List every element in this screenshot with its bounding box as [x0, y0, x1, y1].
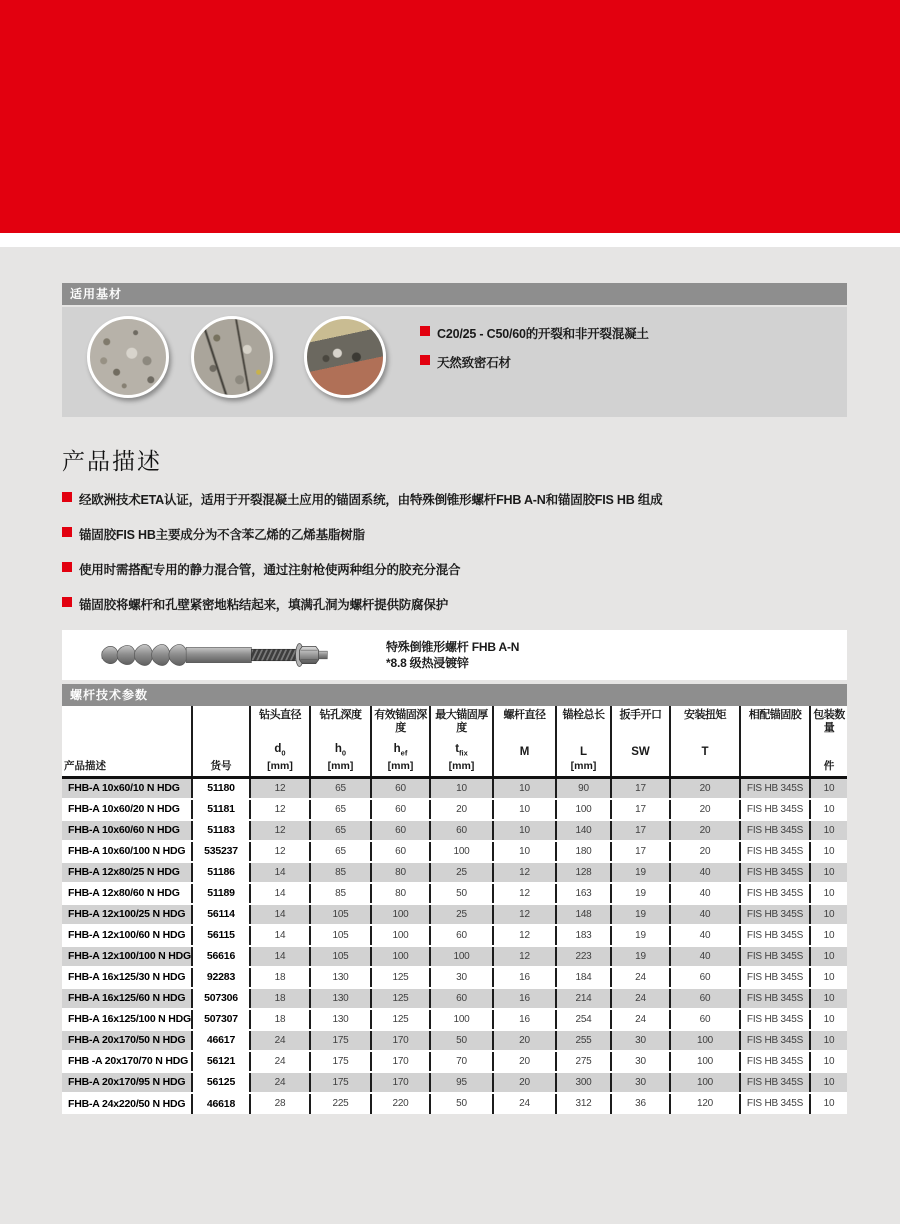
drill-diameter-cell: 14 — [250, 925, 310, 946]
table-header — [62, 706, 847, 778]
hole-depth-cell: 85 — [310, 862, 371, 883]
pack-qty-cell: 10 — [810, 904, 847, 925]
product-name-cell: FHB-A 16x125/60 N HDG — [62, 988, 192, 1009]
fixture-thickness-cell: 50 — [430, 1030, 493, 1051]
drill-diameter-cell: 18 — [250, 1009, 310, 1030]
table-row — [62, 1051, 847, 1072]
anchor-depth-cell: 100 — [371, 925, 430, 946]
total-length-cell: 148 — [556, 904, 611, 925]
product-name-cell: FHB-A 10x60/20 N HDG — [62, 799, 192, 820]
torque-cell: 20 — [670, 820, 740, 841]
item-code-cell: 51186 — [192, 862, 250, 883]
thread-size-cell: 12 — [493, 883, 556, 904]
column-header — [430, 706, 493, 778]
anchor-depth-cell: 125 — [371, 988, 430, 1009]
item-code-cell: 56115 — [192, 925, 250, 946]
drill-diameter-cell: 14 — [250, 883, 310, 904]
column-symbol: $d_0$ — [274, 742, 286, 757]
wrench-size-cell: 17 — [611, 778, 670, 799]
table-row — [62, 1009, 847, 1030]
material-photo-cracked-concrete — [191, 316, 273, 398]
table-row — [62, 820, 847, 841]
drill-diameter-cell: 18 — [250, 988, 310, 1009]
material-photo-concrete — [87, 316, 169, 398]
fixture-thickness-cell: 25 — [430, 904, 493, 925]
thread-size-cell: 16 — [493, 988, 556, 1009]
wrench-size-cell: 19 — [611, 862, 670, 883]
column-label: 钻头直径 — [259, 709, 301, 721]
drill-diameter-cell: 12 — [250, 778, 310, 799]
red-square-bullet-icon — [62, 492, 72, 502]
red-square-bullet-icon — [62, 527, 72, 537]
adhesive-cell: FIS HB 345S — [740, 883, 810, 904]
adhesive-cell: FIS HB 345S — [740, 778, 810, 799]
anchor-depth-cell: 60 — [371, 778, 430, 799]
thread-size-cell: 16 — [493, 1009, 556, 1030]
divider-band — [0, 233, 900, 247]
wrench-size-cell: 24 — [611, 1009, 670, 1030]
hole-depth-cell: 175 — [310, 1051, 371, 1072]
pack-qty-cell: 10 — [810, 1072, 847, 1093]
adhesive-cell: FIS HB 345S — [740, 1009, 810, 1030]
product-name-cell: FHB-A 12x100/100 N HDG — [62, 946, 192, 967]
table-row — [62, 883, 847, 904]
item-code-cell: 51181 — [192, 799, 250, 820]
material-photo-natural-stone — [304, 316, 386, 398]
figure-caption-line1: 特殊倒锥形螺杆 FHB A-N — [386, 640, 520, 654]
thread-size-cell: 16 — [493, 967, 556, 988]
torque-cell: 60 — [670, 967, 740, 988]
hole-depth-cell: 105 — [310, 946, 371, 967]
adhesive-cell: FIS HB 345S — [740, 1093, 810, 1114]
thread-size-cell: 12 — [493, 925, 556, 946]
item-code-cell: 56125 — [192, 1072, 250, 1093]
total-length-cell: 128 — [556, 862, 611, 883]
thread-size-cell: 20 — [493, 1030, 556, 1051]
pack-qty-cell: 10 — [810, 1030, 847, 1051]
bullet-text: 使用时需搭配专用的静力混合管，通过注射枪使两种组分的胶充分混合 — [79, 563, 461, 577]
thread-size-cell: 10 — [493, 820, 556, 841]
product-name-cell: FHB-A 12x100/60 N HDG — [62, 925, 192, 946]
table-row — [62, 1093, 847, 1114]
thread-size-cell: 12 — [493, 862, 556, 883]
column-header — [493, 706, 556, 778]
wrench-size-cell: 17 — [611, 841, 670, 862]
drill-diameter-cell: 24 — [250, 1072, 310, 1093]
item-code-cell: 46617 — [192, 1030, 250, 1051]
product-name-cell: FHB-A 12x80/25 N HDG — [62, 862, 192, 883]
column-unit: [mm] — [570, 760, 597, 772]
adhesive-cell: FIS HB 345S — [740, 820, 810, 841]
column-symbol: $h_{ef}$ — [393, 742, 408, 757]
wrench-size-cell: 19 — [611, 946, 670, 967]
adhesive-cell: FIS HB 345S — [740, 1072, 810, 1093]
thread-size-cell: 10 — [493, 778, 556, 799]
product-name-cell: FHB-A 20x170/50 N HDG — [62, 1030, 192, 1051]
item-code-cell: 507306 — [192, 988, 250, 1009]
pack-qty-cell: 10 — [810, 988, 847, 1009]
column-symbol: $h_0$ — [334, 742, 347, 757]
column-unit — [614, 759, 667, 773]
table-row — [62, 778, 847, 799]
column-label: 相配锚固胶 — [748, 709, 802, 721]
column-symbol: T — [701, 746, 709, 758]
parameters-section-bar: 螺杆技术参数 — [62, 684, 847, 706]
pack-qty-cell: 10 — [810, 925, 847, 946]
adhesive-cell: FIS HB 345S — [740, 967, 810, 988]
total-length-cell: 255 — [556, 1030, 611, 1051]
item-code-cell: 51180 — [192, 778, 250, 799]
pack-qty-cell: 10 — [810, 841, 847, 862]
product-name-cell: FHB-A 12x100/25 N HDG — [62, 904, 192, 925]
drill-diameter-cell: 14 — [250, 946, 310, 967]
table-body — [62, 778, 847, 1114]
column-label: 钻孔深度 — [319, 709, 362, 721]
column-label: 包装数量 — [813, 709, 845, 734]
total-length-cell: 100 — [556, 799, 611, 820]
hole-depth-cell: 105 — [310, 904, 371, 925]
red-square-bullet-icon — [62, 562, 72, 572]
fixture-thickness-cell: 100 — [430, 946, 493, 967]
hole-depth-cell: 105 — [310, 925, 371, 946]
anchor-depth-cell: 170 — [371, 1051, 430, 1072]
column-symbol: L — [579, 746, 588, 758]
hole-depth-cell: 65 — [310, 820, 371, 841]
list-item — [62, 595, 847, 613]
item-code-cell: 56121 — [192, 1051, 250, 1072]
drill-diameter-cell: 24 — [250, 1030, 310, 1051]
torque-cell: 40 — [670, 904, 740, 925]
column-label: 安装扭矩 — [684, 709, 726, 721]
wrench-size-cell: 24 — [611, 988, 670, 1009]
adhesive-cell: FIS HB 345S — [740, 1030, 810, 1051]
pack-qty-cell: 10 — [810, 1093, 847, 1114]
wrench-size-cell: 30 — [611, 1072, 670, 1093]
wrench-size-cell: 19 — [611, 883, 670, 904]
list-item — [420, 353, 649, 371]
product-name-cell: FHB-A 10x60/10 N HDG — [62, 778, 192, 799]
anchor-depth-cell: 125 — [371, 967, 430, 988]
description-bullet-list — [62, 490, 847, 613]
total-length-cell: 300 — [556, 1072, 611, 1093]
column-label: 锚栓总长 — [562, 709, 605, 721]
adhesive-cell: FIS HB 345S — [740, 1051, 810, 1072]
column-unit — [496, 759, 553, 773]
column-header — [556, 706, 611, 778]
wrench-size-cell: 24 — [611, 967, 670, 988]
torque-cell: 120 — [670, 1093, 740, 1114]
product-name-cell: FHB-A 24x220/50 N HDG — [62, 1093, 192, 1114]
anchor-depth-cell: 60 — [371, 841, 430, 862]
pack-qty-cell: 10 — [810, 778, 847, 799]
fixture-thickness-cell: 50 — [430, 883, 493, 904]
adhesive-cell: FIS HB 345S — [740, 988, 810, 1009]
column-symbol: M — [519, 746, 530, 758]
wrench-size-cell: 19 — [611, 925, 670, 946]
pack-qty-cell: 10 — [810, 862, 847, 883]
adhesive-cell: FIS HB 345S — [740, 904, 810, 925]
hole-depth-cell: 65 — [310, 778, 371, 799]
anchor-depth-cell: 100 — [371, 904, 430, 925]
column-unit — [743, 759, 807, 773]
product-name-cell: FHB-A 16x125/30 N HDG — [62, 967, 192, 988]
drill-diameter-cell: 18 — [250, 967, 310, 988]
item-code-cell: 56114 — [192, 904, 250, 925]
page-title: 产品描述 — [62, 448, 162, 474]
hole-depth-cell: 225 — [310, 1093, 371, 1114]
column-label: 有效锚固深度 — [374, 709, 427, 734]
list-item — [62, 560, 847, 578]
fixture-thickness-cell: 30 — [430, 967, 493, 988]
wrench-size-cell: 30 — [611, 1030, 670, 1051]
pack-qty-cell: 10 — [810, 967, 847, 988]
total-length-cell: 140 — [556, 820, 611, 841]
table-row — [62, 925, 847, 946]
torque-cell: 40 — [670, 883, 740, 904]
hole-depth-cell: 175 — [310, 1030, 371, 1051]
column-header — [740, 706, 810, 778]
column-header — [310, 706, 371, 778]
drill-diameter-cell: 28 — [250, 1093, 310, 1114]
table-row — [62, 967, 847, 988]
torque-cell: 20 — [670, 778, 740, 799]
table-header-row — [62, 706, 847, 778]
column-label: 最大锚固厚度 — [435, 709, 488, 734]
thread-size-cell: 12 — [493, 946, 556, 967]
torque-cell: 60 — [670, 988, 740, 1009]
drill-diameter-cell: 14 — [250, 904, 310, 925]
wrench-size-cell: 30 — [611, 1051, 670, 1072]
hole-depth-cell: 130 — [310, 967, 371, 988]
torque-cell: 20 — [670, 841, 740, 862]
product-name-cell: FHB-A 10x60/100 N HDG — [62, 841, 192, 862]
adhesive-cell: FIS HB 345S — [740, 925, 810, 946]
figure-caption-line2: *8.8 级热浸镀锌 — [386, 656, 469, 670]
red-square-bullet-icon — [62, 597, 72, 607]
wrench-size-cell: 36 — [611, 1093, 670, 1114]
total-length-cell: 180 — [556, 841, 611, 862]
page-body — [0, 247, 900, 1114]
column-unit: 货号 — [210, 760, 232, 772]
total-length-cell: 223 — [556, 946, 611, 967]
column-unit: [mm] — [387, 760, 414, 772]
thread-size-cell: 12 — [493, 904, 556, 925]
column-unit: [mm] — [267, 760, 293, 772]
column-header — [371, 706, 430, 778]
column-header — [670, 706, 740, 778]
thread-size-cell: 20 — [493, 1072, 556, 1093]
hole-depth-cell: 65 — [310, 841, 371, 862]
drill-diameter-cell: 14 — [250, 862, 310, 883]
total-length-cell: 90 — [556, 778, 611, 799]
pack-qty-cell: 10 — [810, 883, 847, 904]
hole-depth-cell: 130 — [310, 1009, 371, 1030]
column-header — [62, 706, 192, 778]
product-name-cell: FHB -A 20x170/70 N HDG — [62, 1051, 192, 1072]
red-square-bullet-icon — [420, 355, 430, 365]
total-length-cell: 214 — [556, 988, 611, 1009]
table-row — [62, 1072, 847, 1093]
item-code-cell: 46618 — [192, 1093, 250, 1114]
anchor-depth-cell: 80 — [371, 862, 430, 883]
bullet-text: 锚固胶FIS HB主要成分为不含苯乙烯的乙烯基脂树脂 — [79, 528, 365, 542]
adhesive-cell: FIS HB 345S — [740, 799, 810, 820]
pack-qty-cell: 10 — [810, 946, 847, 967]
bullet-text: 锚固胶将螺杆和孔壁紧密地粘结起来，填满孔洞为螺杆提供防腐保护 — [79, 598, 449, 612]
column-symbol: SW — [631, 746, 650, 758]
product-name-cell: FHB-A 10x60/60 N HDG — [62, 820, 192, 841]
anchor-bolt-image — [94, 637, 334, 673]
hole-depth-cell: 65 — [310, 799, 371, 820]
anchor-depth-cell: 60 — [371, 820, 430, 841]
anchor-depth-cell: 100 — [371, 946, 430, 967]
product-name-cell: FHB-A 12x80/60 N HDG — [62, 883, 192, 904]
torque-cell: 40 — [670, 862, 740, 883]
anchor-depth-cell: 170 — [371, 1030, 430, 1051]
red-square-bullet-icon — [420, 326, 430, 336]
total-length-cell: 254 — [556, 1009, 611, 1030]
thread-size-cell: 20 — [493, 1051, 556, 1072]
column-label: 扳手开口 — [619, 709, 662, 721]
torque-cell: 40 — [670, 946, 740, 967]
torque-cell: 60 — [670, 1009, 740, 1030]
table-row — [62, 904, 847, 925]
total-length-cell: 183 — [556, 925, 611, 946]
column-symbol: $t_{fix}$ — [455, 742, 468, 757]
table-row — [62, 841, 847, 862]
fixture-thickness-cell: 100 — [430, 1009, 493, 1030]
total-length-cell: 275 — [556, 1051, 611, 1072]
drill-diameter-cell: 12 — [250, 841, 310, 862]
product-name-cell: FHB-A 20x170/95 N HDG — [62, 1072, 192, 1093]
item-code-cell: 507307 — [192, 1009, 250, 1030]
figure-caption — [386, 639, 519, 671]
fixture-thickness-cell: 60 — [430, 988, 493, 1009]
item-code-cell: 92283 — [192, 967, 250, 988]
column-header — [611, 706, 670, 778]
adhesive-cell: FIS HB 345S — [740, 841, 810, 862]
column-header — [250, 706, 310, 778]
item-code-cell: 535237 — [192, 841, 250, 862]
table-row — [62, 988, 847, 1009]
drill-diameter-cell: 24 — [250, 1051, 310, 1072]
pack-qty-cell: 10 — [810, 1009, 847, 1030]
list-item — [62, 525, 847, 543]
hole-depth-cell: 175 — [310, 1072, 371, 1093]
thread-size-cell: 10 — [493, 799, 556, 820]
fixture-thickness-cell: 60 — [430, 925, 493, 946]
item-code-cell: 51189 — [192, 883, 250, 904]
adhesive-cell: FIS HB 345S — [740, 862, 810, 883]
anchor-depth-cell: 60 — [371, 799, 430, 820]
adhesive-cell: FIS HB 345S — [740, 946, 810, 967]
total-length-cell: 163 — [556, 883, 611, 904]
column-header — [192, 706, 250, 778]
wrench-size-cell: 17 — [611, 799, 670, 820]
thread-size-cell: 24 — [493, 1093, 556, 1114]
materials-section-bar: 适用基材 — [62, 283, 847, 305]
drill-diameter-cell: 12 — [250, 820, 310, 841]
pack-qty-cell: 10 — [810, 1051, 847, 1072]
pack-qty-cell: 10 — [810, 820, 847, 841]
fixture-thickness-cell: 25 — [430, 862, 493, 883]
fixture-thickness-cell: 50 — [430, 1093, 493, 1114]
fixture-thickness-cell: 10 — [430, 778, 493, 799]
fixture-thickness-cell: 95 — [430, 1072, 493, 1093]
list-item — [420, 324, 649, 342]
column-label: 螺杆直径 — [503, 709, 546, 721]
wrench-size-cell: 19 — [611, 904, 670, 925]
parameters-table — [62, 706, 847, 1114]
anchor-depth-cell: 125 — [371, 1009, 430, 1030]
column-unit: [mm] — [448, 760, 475, 772]
table-row — [62, 799, 847, 820]
column-unit — [673, 759, 737, 773]
fixture-thickness-cell: 100 — [430, 841, 493, 862]
torque-cell: 20 — [670, 799, 740, 820]
list-item — [62, 490, 847, 508]
pack-qty-cell: 10 — [810, 799, 847, 820]
hole-depth-cell: 85 — [310, 883, 371, 904]
table-row — [62, 862, 847, 883]
wrench-size-cell: 17 — [611, 820, 670, 841]
thread-size-cell: 10 — [493, 841, 556, 862]
torque-cell: 100 — [670, 1030, 740, 1051]
item-code-cell: 56616 — [192, 946, 250, 967]
product-figure-band — [62, 630, 847, 680]
hole-depth-cell: 130 — [310, 988, 371, 1009]
item-code-cell: 51183 — [192, 820, 250, 841]
anchor-depth-cell: 220 — [371, 1093, 430, 1114]
table-row — [62, 1030, 847, 1051]
torque-cell: 100 — [670, 1051, 740, 1072]
torque-cell: 40 — [670, 925, 740, 946]
materials-panel — [62, 305, 847, 417]
column-header — [810, 706, 847, 778]
materials-bullet-list — [420, 324, 649, 382]
fixture-thickness-cell: 70 — [430, 1051, 493, 1072]
table-row — [62, 946, 847, 967]
anchor-depth-cell: 80 — [371, 883, 430, 904]
fixture-thickness-cell: 60 — [430, 820, 493, 841]
fixture-thickness-cell: 20 — [430, 799, 493, 820]
column-unit: [mm] — [327, 760, 354, 772]
bullet-text: C20/25 - C50/60的开裂和非开裂混凝土 — [437, 327, 649, 341]
anchor-depth-cell: 170 — [371, 1072, 430, 1093]
torque-cell: 100 — [670, 1072, 740, 1093]
total-length-cell: 184 — [556, 967, 611, 988]
bullet-text: 经欧洲技术ETA认证，适用于开裂混凝土应用的锚固系统，由特殊倒锥形螺杆FHB A-N和锚固胶FIS HB 组成 — [79, 493, 663, 507]
bullet-text: 天然致密石材 — [437, 356, 511, 370]
total-length-cell: 312 — [556, 1093, 611, 1114]
column-unit: 产品描述 — [64, 760, 106, 772]
drill-diameter-cell: 12 — [250, 799, 310, 820]
product-name-cell: FHB-A 16x125/100 N HDG — [62, 1009, 192, 1030]
header-banner — [0, 0, 900, 233]
column-unit: 件 — [823, 760, 835, 772]
